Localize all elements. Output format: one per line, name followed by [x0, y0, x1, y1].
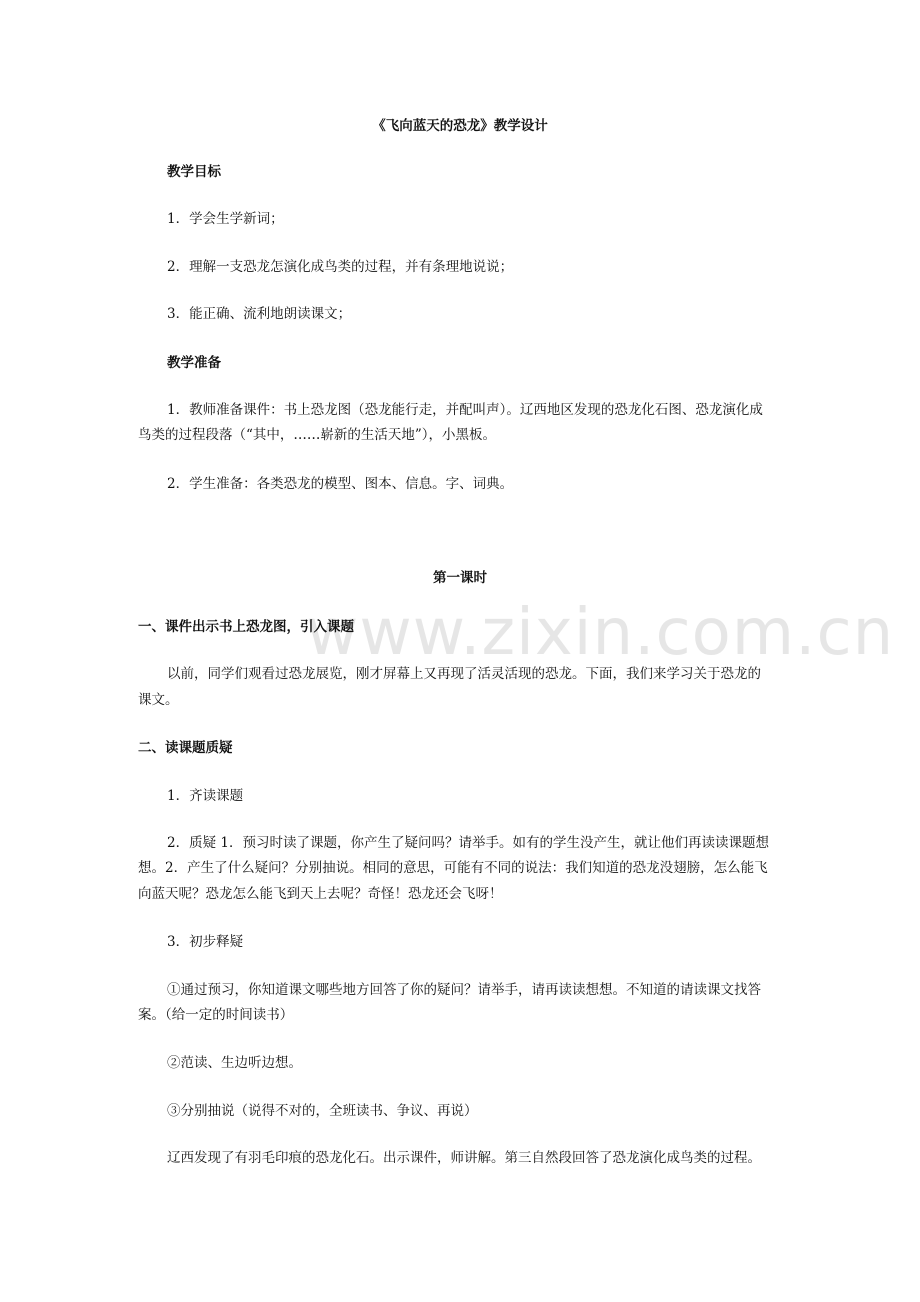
paragraph-line: 向蓝天呢？恐龙怎么能飞到天上去呢？奇怪！恐龙还会飞呀！: [138, 886, 503, 902]
prep-item: 2．学生准备：各类恐龙的模型、图本、信息。字、词典。: [167, 476, 514, 492]
paragraph-line: 课文。: [138, 692, 179, 708]
paragraph-line: 想。2．产生了什么疑问？分别抽说。相同的意思，可能有不同的说法：我们知道的恐龙没翅膀，怎么能飞: [138, 860, 768, 876]
lesson-heading: 第一课时: [433, 570, 487, 586]
paragraph-line: 辽西发现了有羽毛印痕的恐龙化石。出示课件，师讲解。第三自然段回答了恐龙演化成鸟类的过程。: [167, 1150, 761, 1166]
part2-heading: 二、读课题质疑: [138, 740, 233, 756]
paragraph-line: ①通过预习，你知道课文哪些地方回答了你的疑问？请举手，请再读读想想。不知道的请读课文找答: [167, 982, 761, 998]
prep-item-line: 1．教师准备课件：书上恐龙图（恐龙能行走，并配叫声）。辽西地区发现的恐龙化石图、恐龙演化成: [167, 402, 763, 418]
part1-heading: 一、课件出示书上恐龙图，引入课题: [138, 619, 354, 635]
watermark: www.zixin.com.cn: [306, 596, 895, 670]
goals-heading: 教学目标: [167, 164, 221, 180]
paragraph-line: 2．质疑 1．预习时读了课题，你产生了疑问吗？请举手。如有的学生没产生，就让他们再读读课题想: [167, 835, 769, 851]
goal-item: 1．学会生学新词；: [167, 211, 284, 227]
list-item: 3．初步释疑: [167, 934, 244, 950]
document-title: 《飞向蓝天的恐龙》教学设计: [372, 118, 548, 134]
paragraph-line: 以前，同学们观看过恐龙展览，刚才屏幕上又再现了活灵活现的恐龙。下面，我们来学习关于恐龙的: [167, 666, 761, 682]
paragraph-line: ③分别抽说（说得不对的，全班读书、争议、再说）: [167, 1103, 478, 1119]
prep-item-line: 鸟类的过程段落（“其中，……崭新的生活天地”），小黑板。: [138, 427, 497, 443]
prep-heading: 教学准备: [167, 355, 221, 371]
goal-item: 3．能正确、流利地朗读课文；: [167, 306, 352, 322]
goal-item: 2．理解一支恐龙怎演化成鸟类的过程，并有条理地说说；: [167, 259, 514, 275]
paragraph-line: 案。（给一定的时间读书）: [138, 1007, 294, 1023]
list-item: 1．齐读课题: [167, 788, 244, 804]
paragraph-line: ②范读、生边听边想。: [167, 1055, 302, 1071]
